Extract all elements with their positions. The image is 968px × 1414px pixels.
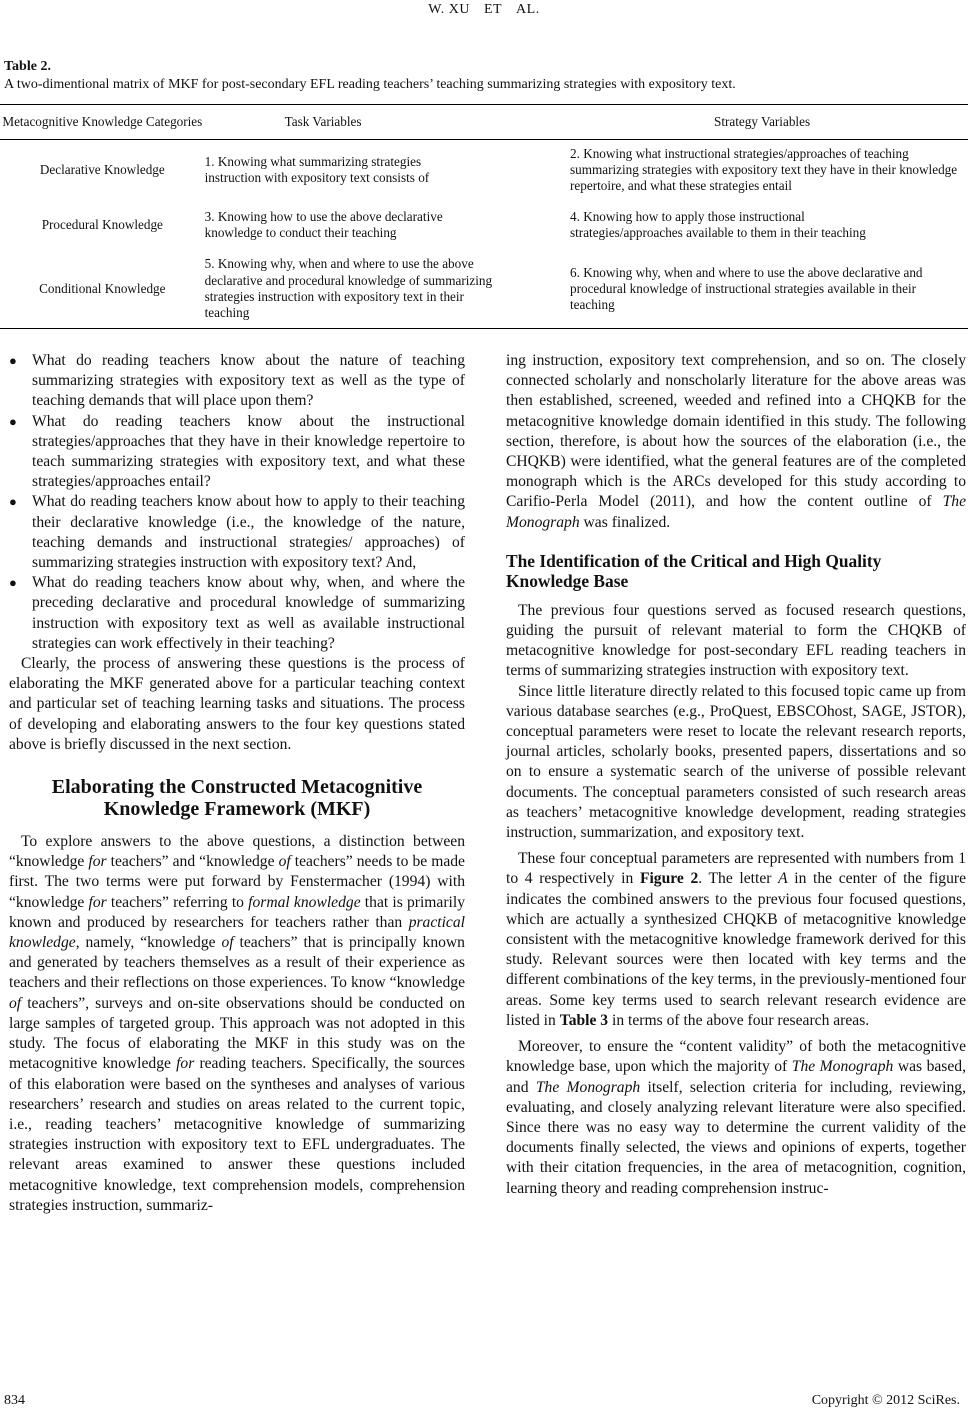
author-et: ET bbox=[483, 2, 503, 17]
task-cell bbox=[205, 250, 570, 329]
author-al: AL. bbox=[516, 2, 540, 17]
category-cell: Declarative Knowledge bbox=[39, 161, 165, 177]
paragraph-these: These four conceptual parameters are represented with numbers from 1 to 4 respectively in Figure 2. The letter A in the center of the figure indicates the combined answers to the previous four focused questions, which are actually a synthesized CHQKB of metacognitive knowledge consistent with the metacognitive knowledge framework derived for this study. Relevant sources were then located with key terms and the different combinations of the key terms, in the previously-mentioned four areas. Some key terms used to search relevant research evidence are listed in Table 3 in terms of the above four research areas. bbox=[506, 850, 966, 1029]
focused-questions-list bbox=[9, 351, 465, 654]
question-item: ● What do reading teachers know about why, when, and where the preceding declarative and procedural knowledge of summarizing instruction with expository text as well as available instructional strategies can work effectively in their teaching? bbox=[9, 574, 465, 652]
question-item: ● What do reading teachers know about how to apply to their teaching their declarative knowledge (i.e., the knowledge of the nature, teaching demands and instructional strategies/ approaches) of summarizing strategies instruction with expository text? And, bbox=[9, 493, 465, 572]
bullet-icon: ● bbox=[9, 494, 17, 510]
paragraph-clearly: Clearly, the process of answering these questions is the process of elaborating the MKF generated above for a particular teaching context and particular set of teaching learning tasks and situations. The process of developing and elaborating answers to the four key questions stated above is briefly discussed in the next section. bbox=[9, 655, 465, 753]
table-row bbox=[0, 200, 968, 250]
strategy-text: 6. Knowing why, when and where to use the above declarative and procedural knowledge of instructional strategies available in their teaching bbox=[570, 264, 923, 313]
section-heading: Elaborating the Constructed Metacognitive Knowledge Framework (MKF) bbox=[51, 776, 423, 821]
subsection-heading: The Identification of the Critical and High Quality Knowledge Base bbox=[506, 550, 882, 591]
question-item: ● What do reading teachers know about the nature of teaching summarizing strategies with expository text as well as the type of teaching demands that will place upon them? bbox=[9, 352, 465, 410]
column-header-categories: Metacognitive Knowledge Categories bbox=[2, 113, 203, 129]
task-cell bbox=[205, 140, 570, 201]
table-caption: A two-dimentional matrix of MKF for post-secondary EFL reading teachers’ teaching summarizing strategies with expository text. bbox=[4, 77, 736, 92]
paragraph-previous: The previous four questions served as focused research questions, guiding the pursuit of relevant material to form the CHQKB of metacognitive knowledge for post-secondary EFL reading teachers in terms of summarizing strategies instruction with expository text. bbox=[506, 601, 966, 680]
table-reference: Table 3 bbox=[559, 1011, 609, 1029]
right-column bbox=[506, 351, 966, 1199]
paragraph-continued: ing instruction, expository text comprehension, and so on. The closely connected scholarly and nonscholarly literature for the above areas was then established, screened, weeded and refined into a CHQKB for the metacognitive knowledge domain identified in this study. The following section, therefore, is about how the sources of the elaboration (i.e., the CHQKB) were identified, what the general features are of the completed monograph which is the ARCs developed for this study according to Carifio-Perla Model (2011), and how the content outline of The Monograph was finalized. bbox=[506, 352, 966, 531]
strategy-text: 4. Knowing how to apply those instructional strategies/approaches available to them in their teaching bbox=[570, 208, 866, 240]
table-row bbox=[0, 250, 968, 329]
task-text: 1. Knowing what summarizing strategies instruction with expository text consists of bbox=[204, 153, 430, 185]
strategy-cell bbox=[570, 140, 968, 201]
page-number: 834 bbox=[4, 1393, 25, 1408]
figure-reference: Figure 2 bbox=[639, 870, 699, 888]
category-cell: Conditional Knowledge bbox=[39, 280, 166, 296]
left-column bbox=[9, 351, 465, 1216]
task-text: 5. Knowing why, when and where to use the above declarative and procedural knowledge of summarizing strategies instruction with expository text in their teaching bbox=[204, 256, 493, 321]
bullet-icon: ● bbox=[9, 353, 17, 368]
question-item: ● What do reading teachers know about the instructional strategies/approaches that they have in their knowledge repertoire to teach summarizing strategies with expository text, and what these strategies/approaches entail? bbox=[9, 412, 465, 491]
column-header-strategy: Strategy Variables bbox=[714, 113, 811, 129]
paragraph-moreover: Moreover, to ensure the “content validity” of both the metacognitive knowledge base, upon which the majority of The Monograph was based, and The Monograph itself, selection criteria for including, reviewing, evaluating, and closely analyzing relevant literature were also specified. Since there was no easy way to determine the current validity of the documents finally selected, the views and opinions of experts, together with their citation frequencies, in the area of metacognition, cognition, learning theory and reading comprehension instruc- bbox=[506, 1038, 966, 1197]
strategy-cell bbox=[570, 250, 968, 329]
paragraph-since: Since little literature directly related to this focused topic came up from various database searches (e.g., ProQuest, EBSCOhost, SAGE, JSTOR), conceptual parameters were reset to locate the relevant research reports, journal articles, scholarly books, presented papers, dissertations and so on to ensure a systematic search of the universe of possible relevant documents. The conceptual parameters consisted of such research areas as teachers’ metacognitive knowledge development, reading strategies instruction, summarization, and expository text. bbox=[506, 682, 966, 842]
table-header-row bbox=[0, 105, 968, 140]
column-header-task: Task Variables bbox=[284, 113, 362, 129]
task-text: 3. Knowing how to use the above declarative knowledge to conduct their teaching bbox=[204, 208, 443, 240]
table-row bbox=[0, 140, 968, 201]
strategy-cell bbox=[570, 200, 968, 250]
category-cell: Procedural Knowledge bbox=[41, 216, 163, 232]
running-head bbox=[0, 2, 968, 18]
paragraph-explore: To explore answers to the above questions, a distinction between “knowledge for teachers” and “knowledge of teachers” needs to be made first. The two terms were put forward by Fenstermacher (1994) with “knowledge for teachers” referring to formal knowledge that is primarily known and produced by researchers for teachers rather than practical knowledge, namely, “knowledge of teachers” that is principally known and generated by teachers themselves as a result of their experience as teachers and their reflections on those experiences. To know “knowledge of teachers”, surveys and on-site observations should be conducted on large samples of targeted group. This approach was not adopted in this study. The focus of elaborating the MKF in this study was on the metacognitive knowledge for reading teachers. Specifically, the sources of this elaboration were based on the syntheses and analyses of various researchers’ research and studies on areas related to the current topic, i.e., reading teachers’ metacognitive knowledge of summarizing strategies instruction with expository text to EFL undergraduates. The relevant areas examined to answer these questions included metacognitive knowledge, text comprehension models, comprehension strategies instruction, summariz- bbox=[9, 833, 465, 1214]
table-label: Table 2. bbox=[4, 59, 51, 74]
strategy-text: 2. Knowing what instructional strategies/approaches of teaching summarizing strategies with expository text they have in their knowledge repertoire, and what these strategies entail bbox=[570, 145, 958, 194]
mkf-matrix-table bbox=[0, 104, 968, 329]
author-name: W. XU bbox=[428, 2, 470, 17]
copyright-notice: Copyright © 2012 SciRes. bbox=[811, 1393, 960, 1408]
bullet-icon: ● bbox=[9, 575, 17, 591]
task-cell bbox=[205, 200, 570, 250]
bullet-icon: ● bbox=[9, 413, 17, 429]
